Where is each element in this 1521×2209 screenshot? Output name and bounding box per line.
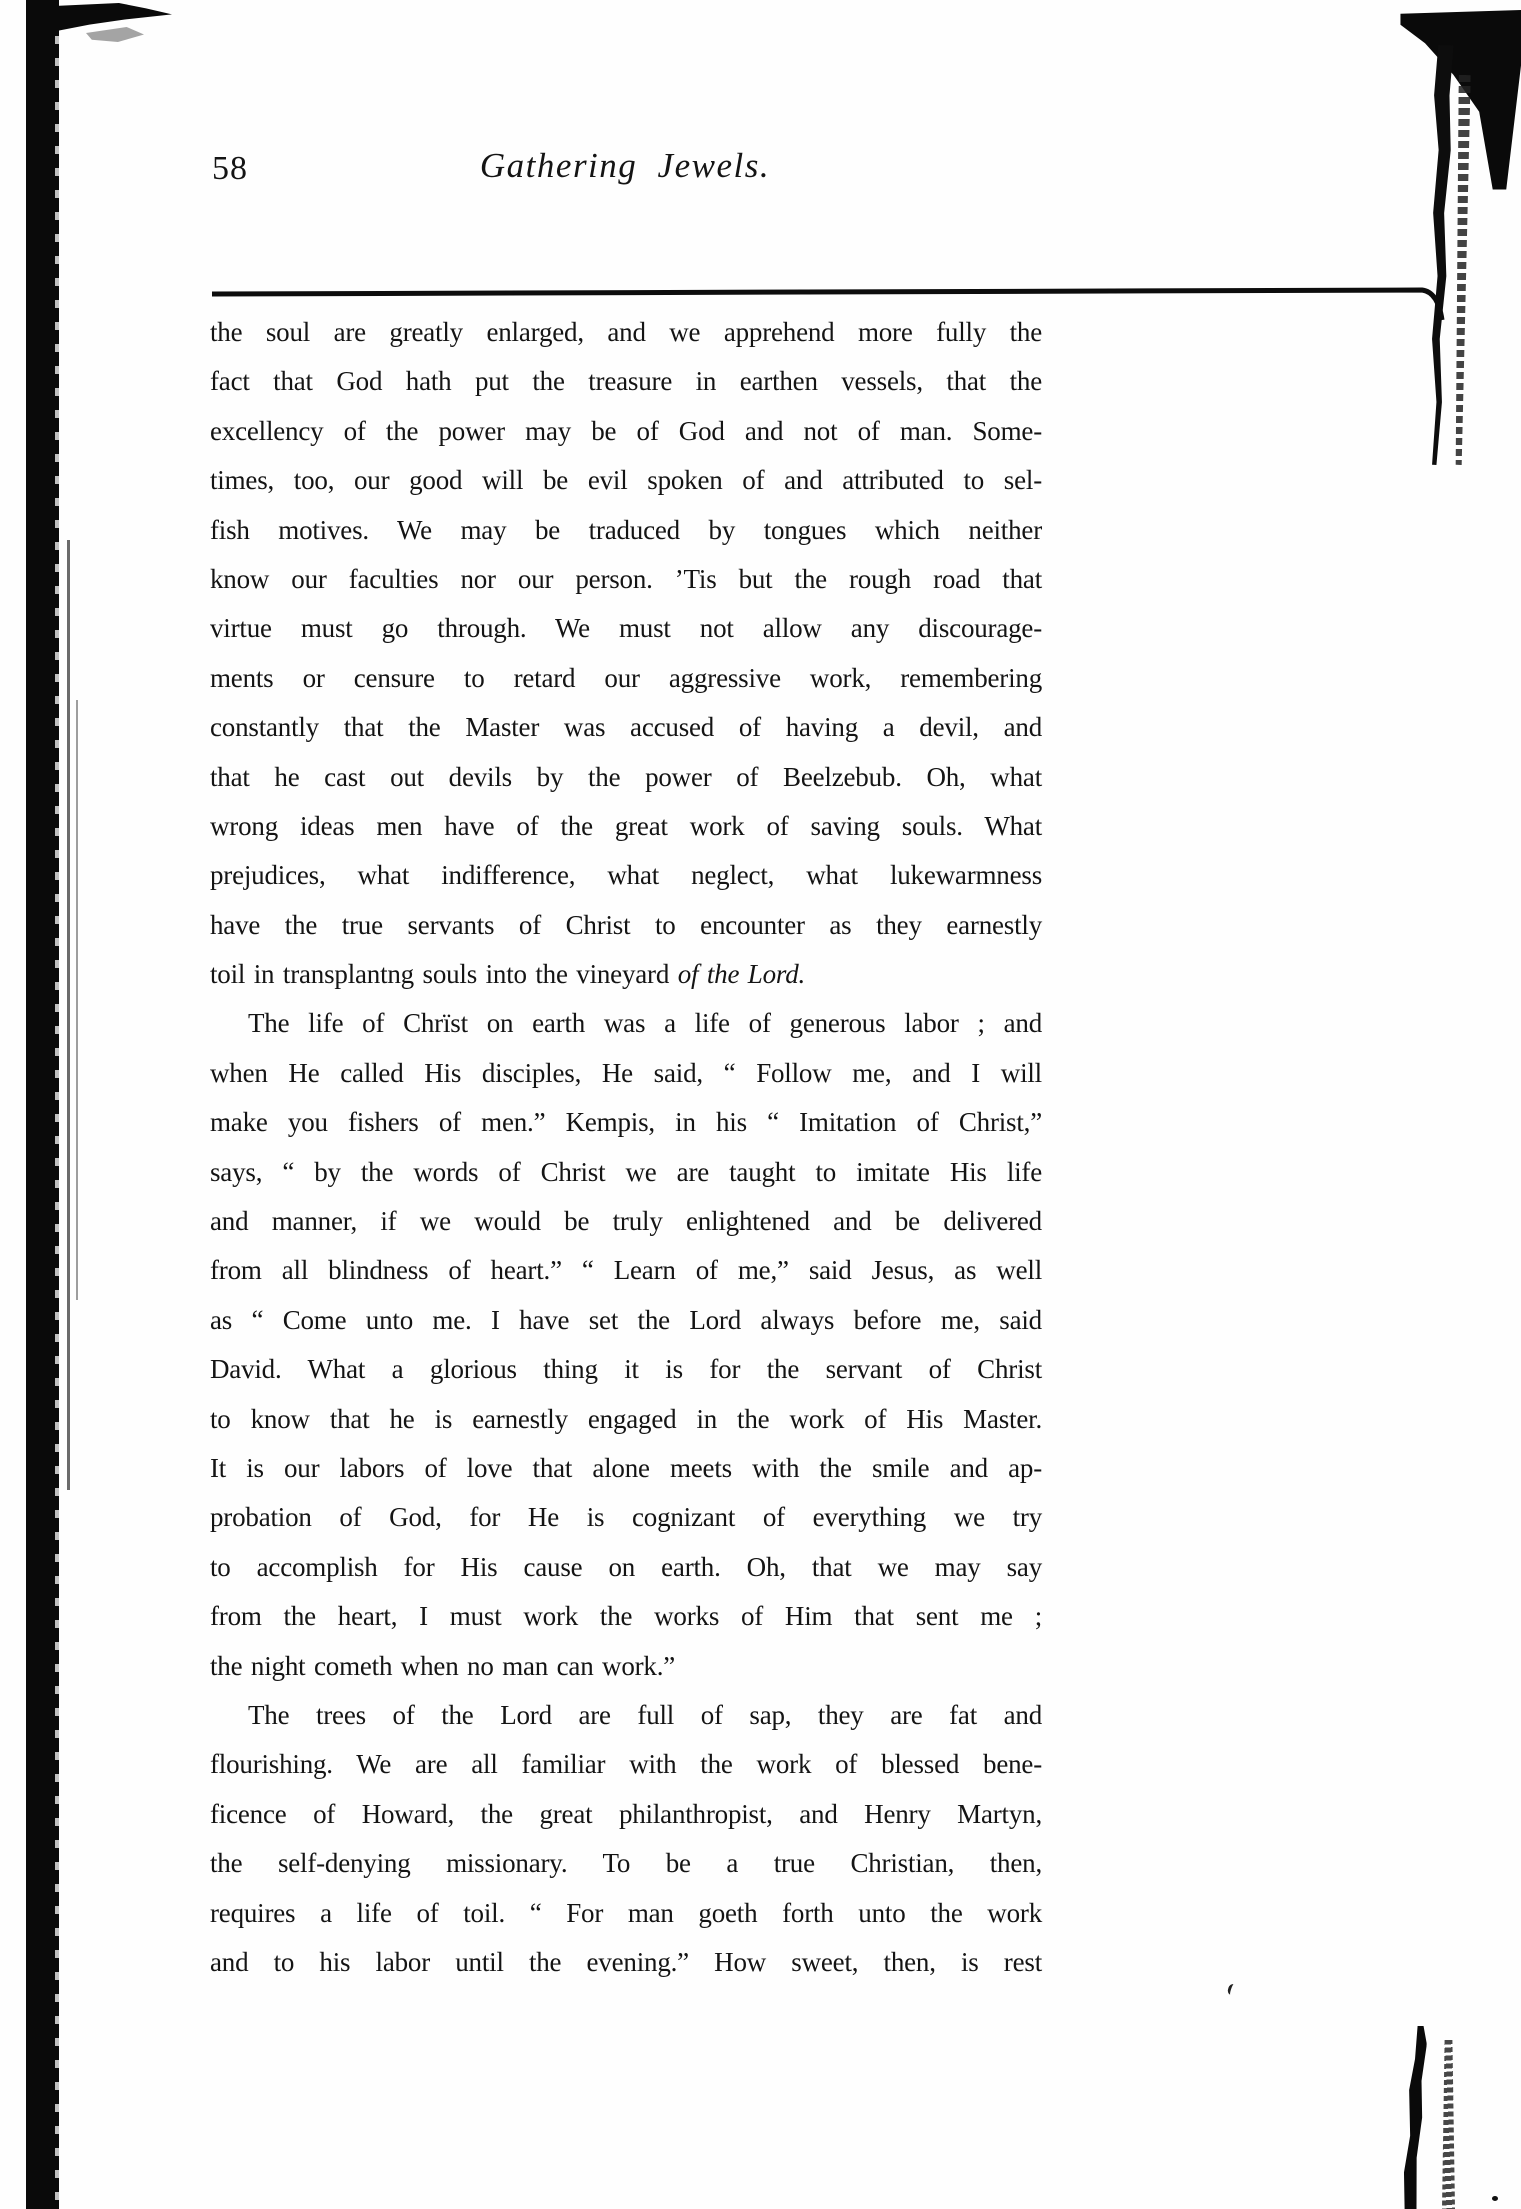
text-line — [210, 407, 1042, 456]
scan-border-left-edge — [55, 0, 59, 2209]
text-segment: David. What a glorious thing it is for the servant of Christ — [210, 1354, 1042, 1385]
text-line — [210, 950, 1042, 999]
text-line — [210, 1246, 1042, 1295]
text-segment: constantly that the Master was accused of having a devil, and — [210, 712, 1042, 743]
scan-dot-bottom-right — [1492, 2196, 1498, 2201]
text-segment: ficence of Howard, the great philanthropist, and Henry Martyn, — [210, 1798, 1042, 1829]
text-segment: have the true servants of Christ to encounter as they earnestly — [210, 909, 1042, 940]
text-line — [210, 1839, 1042, 1888]
text-line — [210, 1938, 1042, 1987]
text-segment: The life of Chrïst on earth was a life of generous labor ; and — [248, 1008, 1042, 1039]
text-segment: as “ Come unto me. I have set the Lord always before me, said — [210, 1304, 1042, 1335]
page-number: 58 — [212, 150, 248, 187]
text-line — [210, 456, 1042, 505]
text-line — [210, 1642, 1042, 1691]
text-segment: probation of God, for He is cognizant of everything we try — [210, 1502, 1042, 1533]
text-line — [210, 1148, 1042, 1197]
text-segment: prejudices, what indifference, what neglect, what lukewarmness — [210, 860, 1042, 891]
text-segment: It is our labors of love that alone meets with the smile and ap- — [210, 1452, 1042, 1483]
scan-smudge-top-left — [54, 3, 172, 33]
scan-streak-bottom-right-2 — [1442, 2040, 1455, 2209]
text-line — [210, 1395, 1042, 1444]
text-segment: wrong ideas men have of the great work of saving souls. What — [210, 810, 1042, 841]
text-segment: ments or censure to retard our aggressive work, remembering — [210, 662, 1042, 693]
text-line — [210, 1197, 1042, 1246]
text-segment: from all blindness of heart.” “ Learn of me,” said Jesus, as well — [210, 1255, 1042, 1286]
text-line — [210, 802, 1042, 851]
text-segment: The trees of the Lord are full of sap, they are fat and — [248, 1699, 1042, 1730]
text-segment: from the heart, I must work the works of Him that sent me ; — [210, 1601, 1042, 1632]
text-segment-italic: of the Lord. — [677, 959, 806, 990]
text-line — [210, 1493, 1042, 1542]
text-line — [210, 308, 1042, 357]
text-segment: requires a life of toil. “ For man goeth forth unto the work — [210, 1897, 1042, 1928]
scan-scratch-line-2 — [76, 700, 78, 1300]
scan-streak-bottom-right-1 — [1401, 2026, 1428, 2209]
text-line — [210, 506, 1042, 555]
text-segment: make you fishers of men.” Kempis, in his “ Imitation of Christ,” — [210, 1107, 1042, 1138]
text-line — [210, 1098, 1042, 1147]
text-segment: and to his labor until the evening.” How sweet, then, is rest — [210, 1946, 1042, 1977]
text-line — [210, 1543, 1042, 1592]
text-line — [210, 753, 1042, 802]
scan-scratch-line-1 — [67, 540, 70, 1490]
text-segment: the self-denying missionary. To be a true Christian, then, — [210, 1848, 1042, 1879]
text-line — [210, 357, 1042, 406]
scan-streak-top-right-2 — [1453, 75, 1470, 465]
text-line — [210, 1345, 1042, 1394]
text-line — [210, 1592, 1042, 1641]
scan-smudge-top-left-gray — [86, 27, 144, 42]
text-segment: the soul are greatly enlarged, and we apprehend more fully the — [210, 317, 1042, 347]
scan-mark-bottom — [1226, 1983, 1237, 1996]
text-line — [210, 604, 1042, 653]
text-segment: that he cast out devils by the power of Beelzebub. Oh, what — [210, 761, 1042, 792]
text-segment: times, too, our good will be evil spoken of and attributed to sel- — [210, 465, 1042, 496]
text-block — [210, 308, 1042, 1987]
text-segment: know our faculties nor our person. ’Tis but the rough road that — [210, 563, 1042, 594]
text-line — [210, 1740, 1042, 1789]
text-line — [210, 901, 1042, 950]
text-line — [210, 1790, 1042, 1839]
text-line — [210, 1444, 1042, 1493]
text-line — [210, 999, 1042, 1048]
text-segment: to know that he is earnestly engaged in the work of His Master. — [210, 1403, 1042, 1434]
text-segment: when He called His disciples, He said, “ Follow me, and I will — [210, 1057, 1042, 1088]
text-segment: excellency of the power may be of God and not of man. Some- — [210, 415, 1042, 446]
scan-border-left — [26, 0, 55, 2209]
text-segment: fish motives. We may be traduced by tongues which neither — [210, 514, 1042, 545]
text-line — [210, 1049, 1042, 1098]
text-segment: toil in transplantng souls into the vineyard — [210, 959, 678, 990]
text-segment: flourishing. We are all familiar with the work of blessed bene- — [210, 1749, 1042, 1780]
text-line — [210, 654, 1042, 703]
text-segment: fact that God hath put the treasure in earthen vessels, that the — [210, 366, 1042, 397]
text-line — [210, 555, 1042, 604]
text-line — [210, 703, 1042, 752]
text-line — [210, 1889, 1042, 1938]
text-segment: says, “ by the words of Christ we are taught to imitate His life — [210, 1156, 1042, 1187]
text-segment: the night cometh when no man can work.” — [210, 1650, 676, 1681]
text-line — [210, 1691, 1042, 1740]
scan-streak-top-right-1 — [1424, 45, 1453, 465]
text-line — [210, 1296, 1042, 1345]
text-segment: and manner, if we would be truly enlightened and be delivered — [210, 1206, 1042, 1237]
text-line — [210, 851, 1042, 900]
text-segment: to accomplish for His cause on earth. Oh, that we may say — [210, 1551, 1042, 1582]
text-segment: virtue must go through. We must not allow any discourage- — [210, 613, 1042, 644]
running-title: Gathering Jewels. — [479, 146, 771, 185]
